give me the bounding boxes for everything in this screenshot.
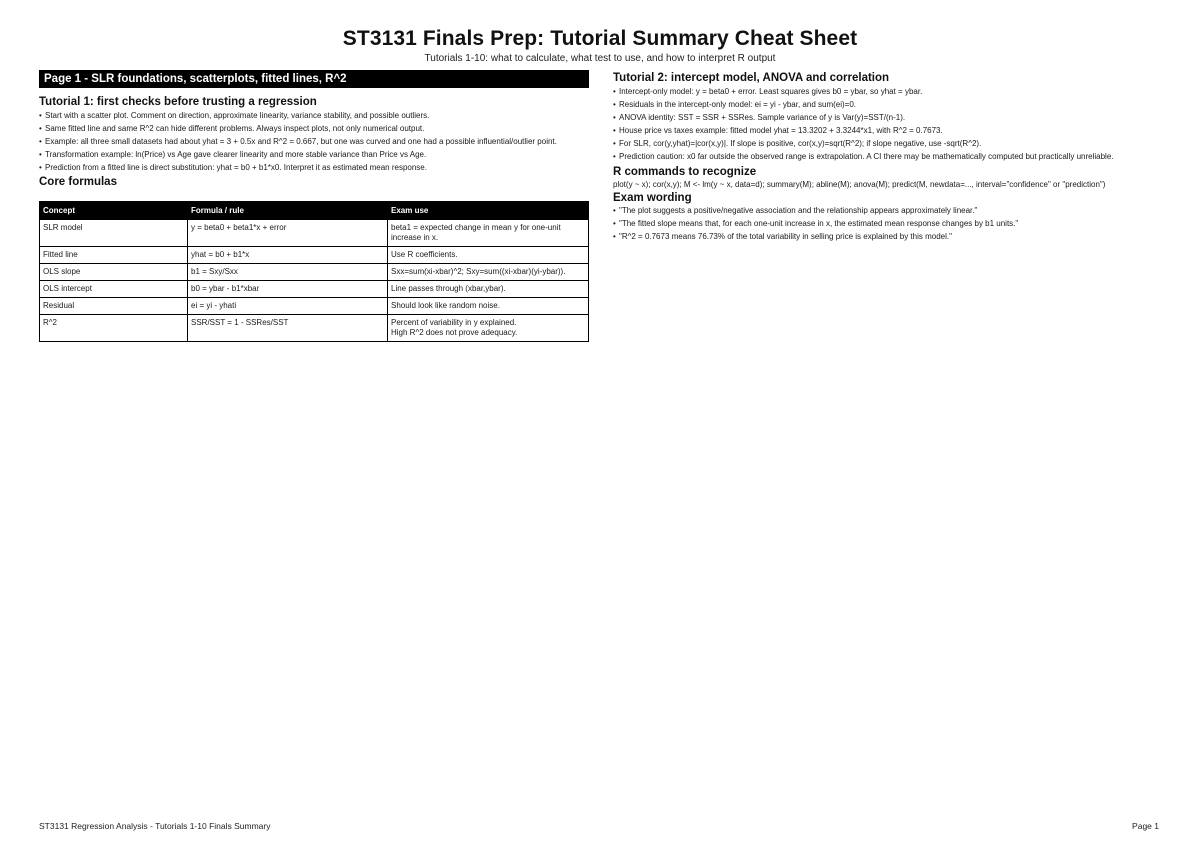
cell-formula: SSR/SST = 1 - SSRes/SST [188,315,388,342]
r-commands-text: plot(y ~ x); cor(x,y); M <- lm(y ~ x, data=d); summary(M); abline(M); anova(M); predict(M, newdata=..., interval="confidence" or "prediction") [613,179,1106,189]
cell-formula: yhat = b0 + b1*x [188,247,388,264]
cell-concept: SLR model [40,220,188,247]
cell-concept: OLS intercept [40,281,188,298]
cell-exam-use [388,315,589,342]
table-row [40,220,589,247]
footer-title: ST3131 Regression Analysis - Tutorials 1-10 Finals Summary [39,821,271,831]
cell-formula: b1 = Sxy/Sxx [188,264,388,281]
tutorial1-list [39,111,589,174]
list-item: • Prediction from a fitted line is direct substitution: yhat = b0 + b1*x0. Interpret it as estimated mean response. [39,163,589,173]
column-header-formula: Formula / rule [188,202,388,220]
cell-concept: OLS slope [40,264,188,281]
table-row [40,247,589,264]
cell-concept: Residual [40,298,188,315]
list-item: • Prediction caution: x0 far outside the observed range is extrapolation. A CI there may be mathematically computed but practically unreliable. [613,152,1161,162]
r-commands-heading: R commands to recognize [613,165,757,178]
page-subtitle: Tutorials 1-10: what to calculate, what test to use, and how to interpret R output [424,53,776,64]
tutorial1-heading: Tutorial 1: first checks before trusting a regression [39,96,317,108]
cell-exam-use: Sxx=sum(xi-xbar)^2; Sxy=sum((xi-xbar)(yi-ybar)). [388,264,589,281]
list-item: • House price vs taxes example: fitted model yhat = 13.3202 + 3.3244*x1, with R^2 = 0.7673. [613,126,1161,136]
list-item: • Start with a scatter plot. Comment on direction, approximate linearity, variance stability, and possible outliers. [39,111,589,121]
list-item: • Transformation example: ln(Price) vs Age gave clearer linearity and more stable variance than Price vs Age. [39,150,589,160]
cell-exam-use: Should look like random noise. [388,298,589,315]
list-item: • For SLR, cor(y,yhat)=|cor(x,y)|. If slope is positive, cor(x,y)=sqrt(R^2); if slope negative, use -sqrt(R^2). [613,139,1161,149]
table-row [40,298,589,315]
cell-formula: y = beta0 + beta1*x + error [188,220,388,247]
column-header-concept: Concept [40,202,188,220]
cell-formula: ei = yi - yhati [188,298,388,315]
table-header-row [40,202,589,220]
cell-exam-use: beta1 = expected change in mean y for one-unit increase in x. [388,220,589,247]
list-item: • "The fitted slope means that, for each one-unit increase in x, the estimated mean response changes by b1 units." [613,219,1161,229]
section-bar: Page 1 - SLR foundations, scatterplots, fitted lines, R^2 [39,70,589,88]
list-item: • "The plot suggests a positive/negative association and the relationship appears approximately linear." [613,206,1161,216]
cell-formula: b0 = ybar - b1*xbar [188,281,388,298]
column-header-exam-use: Exam use [388,202,589,220]
list-item: • Residuals in the intercept-only model: ei = yi - ybar, and sum(ei)=0. [613,100,1161,110]
list-item: • "R^2 = 0.7673 means 76.73% of the total variability in selling price is explained by this model." [613,232,1161,242]
core-formulas-heading: Core formulas [39,176,117,189]
cell-exam-use: Use R coefficients. [388,247,589,264]
page-title: ST3131 Finals Prep: Tutorial Summary Cheat Sheet [342,27,858,50]
table-row [40,281,589,298]
list-item: • Intercept-only model: y = beta0 + error. Least squares gives b0 = ybar, so yhat = ybar. [613,87,1161,97]
table-row [40,264,589,281]
list-item: • Example: all three small datasets had about yhat = 3 + 0.5x and R^2 = 0.667, but one was curved and one had a possible influential/outlier point. [39,137,589,147]
tutorial2-list [613,87,1161,163]
cell-concept: Fitted line [40,247,188,264]
cell-line: High R^2 does not prove adequacy. [391,328,518,338]
right-column [613,72,1161,245]
exam-wording-list [613,206,1161,242]
core-formulas-table [39,201,589,342]
cell-exam-use: Line passes through (xbar,ybar). [388,281,589,298]
left-column [39,70,589,342]
tutorial2-heading: Tutorial 2: intercept model, ANOVA and correlation [613,72,890,84]
list-item: • Same fitted line and same R^2 can hide different problems. Always inspect plots, not only numerical output. [39,124,589,134]
cell-line: Percent of variability in y explained. [391,318,517,328]
list-item: • ANOVA identity: SST = SSR + SSRes. Sample variance of y is Var(y)=SST/(n-1). [613,113,1161,123]
exam-wording-heading: Exam wording [613,191,692,204]
cell-concept: R^2 [40,315,188,342]
table-row [40,315,589,342]
page-number: Page 1 [1132,821,1159,831]
